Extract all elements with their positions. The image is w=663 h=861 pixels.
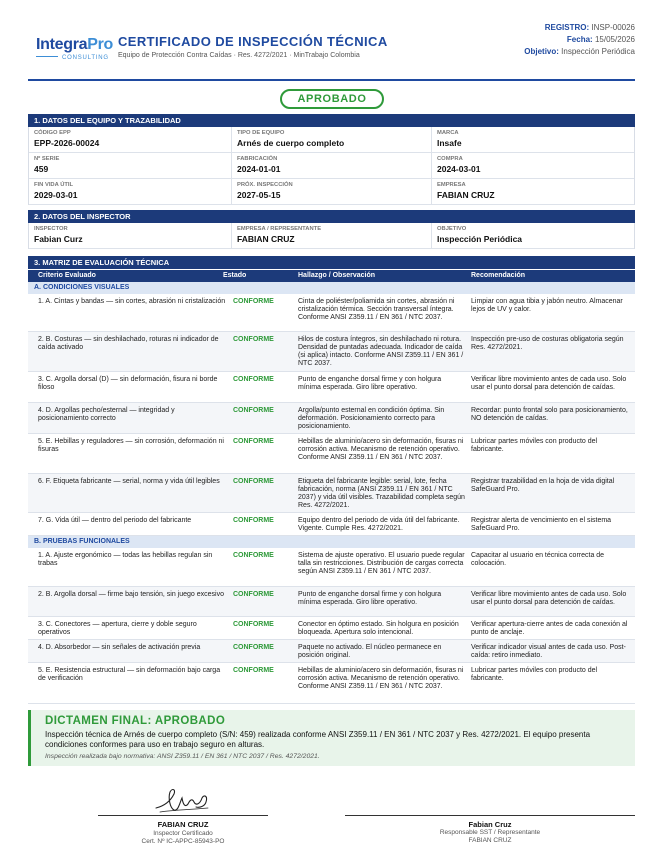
row-estado: CONFORME	[233, 552, 274, 559]
row-criterio: 5. E. Hebillas y reguladores — sin corrosión, deformación ni fisuras	[38, 438, 224, 453]
row-estado: CONFORME	[233, 517, 274, 524]
dictamen-note: Inspección realizada bajo normativa: ANSI Z359.11 / EN 361 / NTC 2037 / Res. 4272/2021.	[45, 753, 320, 760]
field-empresa	[431, 179, 636, 205]
table-row	[28, 372, 635, 403]
row-observacion: Etiqueta del fabricante legible: serial, lote, fecha fabricación, norma (ANSI Z359.11 / EN 361 / NTC 2037) y vida útil visibles. Trazabilidad completa según Res. 4272/2021.	[298, 478, 465, 509]
document-subtitle: Equipo de Protección Contra Caídas · Res. 4272/2021 · MinTrabajo Colombia	[118, 52, 360, 59]
field-serie	[29, 153, 231, 179]
section-matriz-title: 3. MATRIZ DE EVALUACIÓN TÉCNICA	[28, 256, 635, 269]
logo-subtext: CONSULTING	[62, 55, 109, 61]
document-meta	[475, 22, 635, 58]
row-recomendacion: Inspección pre-uso de costuras obligatoria según Res. 4272/2021.	[471, 336, 624, 351]
field-label: TIPO DE EQUIPO	[237, 130, 285, 136]
row-estado: CONFORME	[233, 298, 274, 305]
field-tipo-equipo	[231, 127, 431, 153]
table-row	[28, 434, 635, 474]
section-equipo-fields	[28, 127, 635, 205]
field-value: EPP-2026-00024	[34, 138, 100, 148]
section-inspector-fields	[28, 223, 635, 249]
row-observacion: Paquete no activado. El núcleo permanece en posición original.	[298, 644, 442, 659]
field-fabricacion	[231, 153, 431, 179]
field-fin-vida-util	[29, 179, 231, 205]
row-observacion: Hebillas de aluminio/acero sin deformación, fisuras ni corrosión activa. Mecanismo de retención operativo. Conforme ANSI Z359.11 / EN 361 / NTC 2037.	[298, 438, 464, 461]
table-row	[28, 332, 635, 372]
column-estado: Estado	[223, 272, 247, 279]
row-criterio: 3. C. Conectores — apertura, cierre y doble seguro operativos	[38, 621, 197, 636]
field-row	[29, 153, 634, 179]
row-observacion: Punto de enganche dorsal firme y con holgura mínima esperada. Giro libre operativo.	[298, 376, 442, 391]
row-estado: CONFORME	[233, 407, 274, 414]
field-value: FABIAN CRUZ	[237, 234, 295, 244]
objetivo-value: Inspección Periódica	[561, 47, 635, 56]
table-row	[28, 640, 635, 663]
responsable-signature-role: Responsable SST / Representante	[439, 829, 541, 836]
header-divider	[28, 79, 635, 81]
field-label: MARCA	[437, 130, 459, 136]
row-recomendacion: Verificar libre movimiento antes de cada uso. Solo usar el punto dorsal para detención de caídas.	[471, 591, 627, 606]
field-codigo-epp	[29, 127, 231, 153]
field-value: 459	[34, 164, 49, 174]
row-recomendacion: Limpiar con agua tibia y jabón neutro. Almacenar lejos de UV y calor.	[471, 298, 623, 313]
field-label: PRÓX. INSPECCIÓN	[237, 182, 293, 188]
field-row	[29, 179, 634, 205]
section-inspector-title: 2. DATOS DEL INSPECTOR	[28, 210, 635, 223]
field-value: Inspección Periódica	[437, 234, 523, 244]
row-criterio: 7. G. Vida útil — dentro del periodo del fabricante	[38, 517, 192, 524]
field-label: FIN VIDA ÚTIL	[34, 182, 74, 188]
table-row	[28, 587, 635, 617]
row-observacion: Cinta de poliéster/poliamida sin cortes, abrasión ni cristalización térmica. Sección transversal íntegra. Conforme ANSI Z359.11 / EN 361 / NTC 2037.	[298, 298, 455, 321]
handwritten-signature	[150, 782, 214, 816]
column-recomendacion: Recomendación	[471, 272, 526, 279]
row-recomendacion: Lubricar partes móviles con producto del fabricante.	[471, 438, 598, 453]
logo-pro-text: Pro	[87, 36, 114, 53]
row-criterio: 5. E. Resistencia estructural — sin deformación bajo carga de verificación	[38, 667, 221, 682]
dictamen-text: Inspección técnica de Arnés de cuerpo completo (S/N: 459) realizada conforme ANSI Z359.11 / EN 361 / NTC 2037 y Res. 4272/2021. El equipo presenta condiciones conformes para uso en trabajo seguro en alturas.	[45, 730, 591, 749]
field-label: OBJETIVO	[437, 226, 467, 232]
table-row	[28, 294, 635, 332]
field-value: 2029-03-01	[34, 190, 78, 200]
field-label: EMPRESA	[437, 182, 466, 188]
matrix-header	[28, 270, 635, 282]
row-observacion: Sistema de ajuste operativo. El usuario puede regular talla sin restricciones. Distribución de cargas correcta según ANSI Z359.11 / EN 361 / NTC 2037.	[298, 552, 465, 575]
responsable-signature-company: FABIAN CRUZ	[468, 837, 512, 844]
signature-line-left	[98, 815, 268, 816]
field-label: FABRICACIÓN	[237, 156, 278, 162]
row-observacion: Conector en óptimo estado. Sin holgura en posición bloqueada. Apertura solo intencional.	[298, 621, 459, 636]
row-criterio: 2. B. Costuras — sin deshilachado, roturas ni indicador de caída activado	[38, 336, 219, 351]
field-row	[29, 127, 634, 153]
row-estado: CONFORME	[233, 376, 274, 383]
row-recomendacion: Verificar libre movimiento antes de cada uso. Solo usar el punto dorsal para detención de caídas.	[471, 376, 627, 391]
field-label: Nº SERIE	[34, 156, 60, 162]
row-criterio: 4. D. Absorbedor — sin señales de activación previa	[38, 644, 201, 651]
row-criterio: 3. C. Argolla dorsal (D) — sin deformación, fisura ni borde filoso	[38, 376, 218, 391]
field-value: Fabian Curz	[34, 234, 83, 244]
field-marca	[431, 127, 636, 153]
row-criterio: 1. A. Ajuste ergonómico — todas las hebillas regulan sin trabas	[38, 552, 213, 567]
field-row	[29, 223, 634, 249]
field-value: Arnés de cuerpo completo	[237, 138, 345, 148]
group-condiciones-visuales: A. CONDICIONES VISUALES	[28, 282, 635, 294]
logo-main-text: Integra	[36, 36, 88, 53]
row-observacion: Punto de enganche dorsal firme y con holgura mínima esperada. Giro libre operativo.	[298, 591, 442, 606]
dictamen-title: DICTAMEN FINAL: APROBADO	[45, 715, 226, 727]
header	[0, 0, 663, 85]
inspector-signature-name: FABIAN CRUZ	[157, 820, 209, 829]
status-badge: APROBADO	[280, 89, 384, 109]
row-observacion: Equipo dentro del periodo de vida útil del fabricante. Vigente. Cumple Res. 4272/2021.	[298, 517, 460, 532]
fecha-line	[475, 34, 635, 46]
objetivo-line	[475, 46, 635, 58]
registro-line	[475, 22, 635, 34]
row-criterio: 1. A. Cintas y bandas — sin cortes, abrasión ni cristalización	[38, 298, 226, 305]
dictamen-final	[28, 710, 635, 766]
row-observacion: Hebillas de aluminio/acero sin deformación, fisuras ni corrosión activa. Mecanismo de retención operativo. Conforme ANSI Z359.11 / EN 361 / NTC 2037.	[298, 667, 464, 690]
field-objetivo	[431, 223, 636, 249]
field-label: EMPRESA / REPRESENTANTE	[237, 226, 322, 232]
row-observacion: Argolla/punto esternal en condición óptima. Sin deformación. Posicionamiento correcto para posicionamiento.	[298, 407, 445, 430]
field-value: FABIAN CRUZ	[437, 190, 495, 200]
table-row	[28, 513, 635, 536]
row-recomendacion: Verificar indicador visual antes de cada uso. Post-caída: retiro inmediato.	[471, 644, 626, 659]
row-recomendacion: Lubricar partes móviles con producto del fabricante.	[471, 667, 598, 682]
row-recomendacion: Recordar: punto frontal solo para posicionamiento, NO detención de caídas.	[471, 407, 628, 422]
inspector-signature-cert: Cert. Nº IC-APPC-85943-PO	[141, 838, 225, 845]
row-recomendacion: Registrar alerta de vencimiento en el sistema SafeGuard Pro.	[471, 517, 612, 532]
inspector-signature-role: Inspector Certificado	[153, 830, 213, 837]
section-equipo-title: 1. DATOS DEL EQUIPO Y TRAZABILIDAD	[28, 114, 635, 127]
column-criterio: Criterio Evaluado	[38, 272, 96, 279]
row-criterio: 2. B. Argolla dorsal — firme bajo tensión, sin juego excesivo	[38, 591, 224, 598]
field-value: 2027-05-15	[237, 190, 281, 200]
logo-divider	[36, 56, 58, 57]
row-estado: CONFORME	[233, 644, 274, 651]
signature-line-right	[345, 815, 635, 816]
company-logo	[36, 36, 116, 68]
registro-value: INSP-00026	[591, 23, 635, 32]
row-recomendacion: Verificar apertura-cierre antes de cada conexión al punto de anclaje.	[471, 621, 628, 636]
registro-label: REGISTRO:	[544, 23, 590, 32]
field-representante	[231, 223, 431, 249]
row-estado: CONFORME	[233, 591, 274, 598]
fecha-value: 15/05/2026	[594, 35, 635, 44]
row-estado: CONFORME	[233, 478, 274, 485]
field-value: 2024-03-01	[437, 164, 481, 174]
field-prox-inspeccion	[231, 179, 431, 205]
table-row	[28, 548, 635, 587]
document-title: CERTIFICADO DE INSPECCIÓN TÉCNICA	[118, 34, 388, 49]
table-row	[28, 474, 635, 513]
row-estado: CONFORME	[233, 438, 274, 445]
table-row	[28, 617, 635, 640]
logo-wordmark	[36, 36, 113, 54]
row-estado: CONFORME	[233, 621, 274, 628]
row-estado: CONFORME	[233, 336, 274, 343]
row-recomendacion: Registrar trazabilidad en la hoja de vida digital SafeGuard Pro.	[471, 478, 615, 493]
row-criterio: 4. D. Argollas pecho/esternal — integridad y posicionamiento correcto	[38, 407, 175, 422]
fecha-label: Fecha:	[566, 35, 593, 44]
table-row	[28, 403, 635, 434]
row-criterio: 6. F. Etiqueta fabricante — serial, norma y vida útil legibles	[38, 478, 220, 485]
field-label: INSPECTOR	[34, 226, 68, 232]
objetivo-label: Objetivo:	[524, 47, 559, 56]
field-label: COMPRA	[437, 156, 463, 162]
field-value: 2024-01-01	[237, 164, 281, 174]
row-observacion: Hilos de costura íntegros, sin deshilachado ni rotura. Densidad de puntadas adecuada. Indicador de caída (si aplica) intacto. Conforme ANSI Z359.11 / EN 361 / NTC 2037.	[298, 336, 464, 367]
responsable-signature-name: Fabian Cruz	[468, 820, 512, 829]
field-label: CÓDIGO EPP	[34, 130, 71, 136]
field-compra	[431, 153, 636, 179]
table-row	[28, 663, 635, 704]
row-estado: CONFORME	[233, 667, 274, 674]
field-inspector	[29, 223, 231, 249]
field-value: Insafe	[437, 138, 462, 148]
column-hallazgo: Hallazgo / Observación	[298, 272, 376, 279]
row-recomendacion: Capacitar al usuario en técnica correcta de colocación.	[471, 552, 605, 567]
group-pruebas-funcionales: B. PRUEBAS FUNCIONALES	[28, 536, 635, 548]
